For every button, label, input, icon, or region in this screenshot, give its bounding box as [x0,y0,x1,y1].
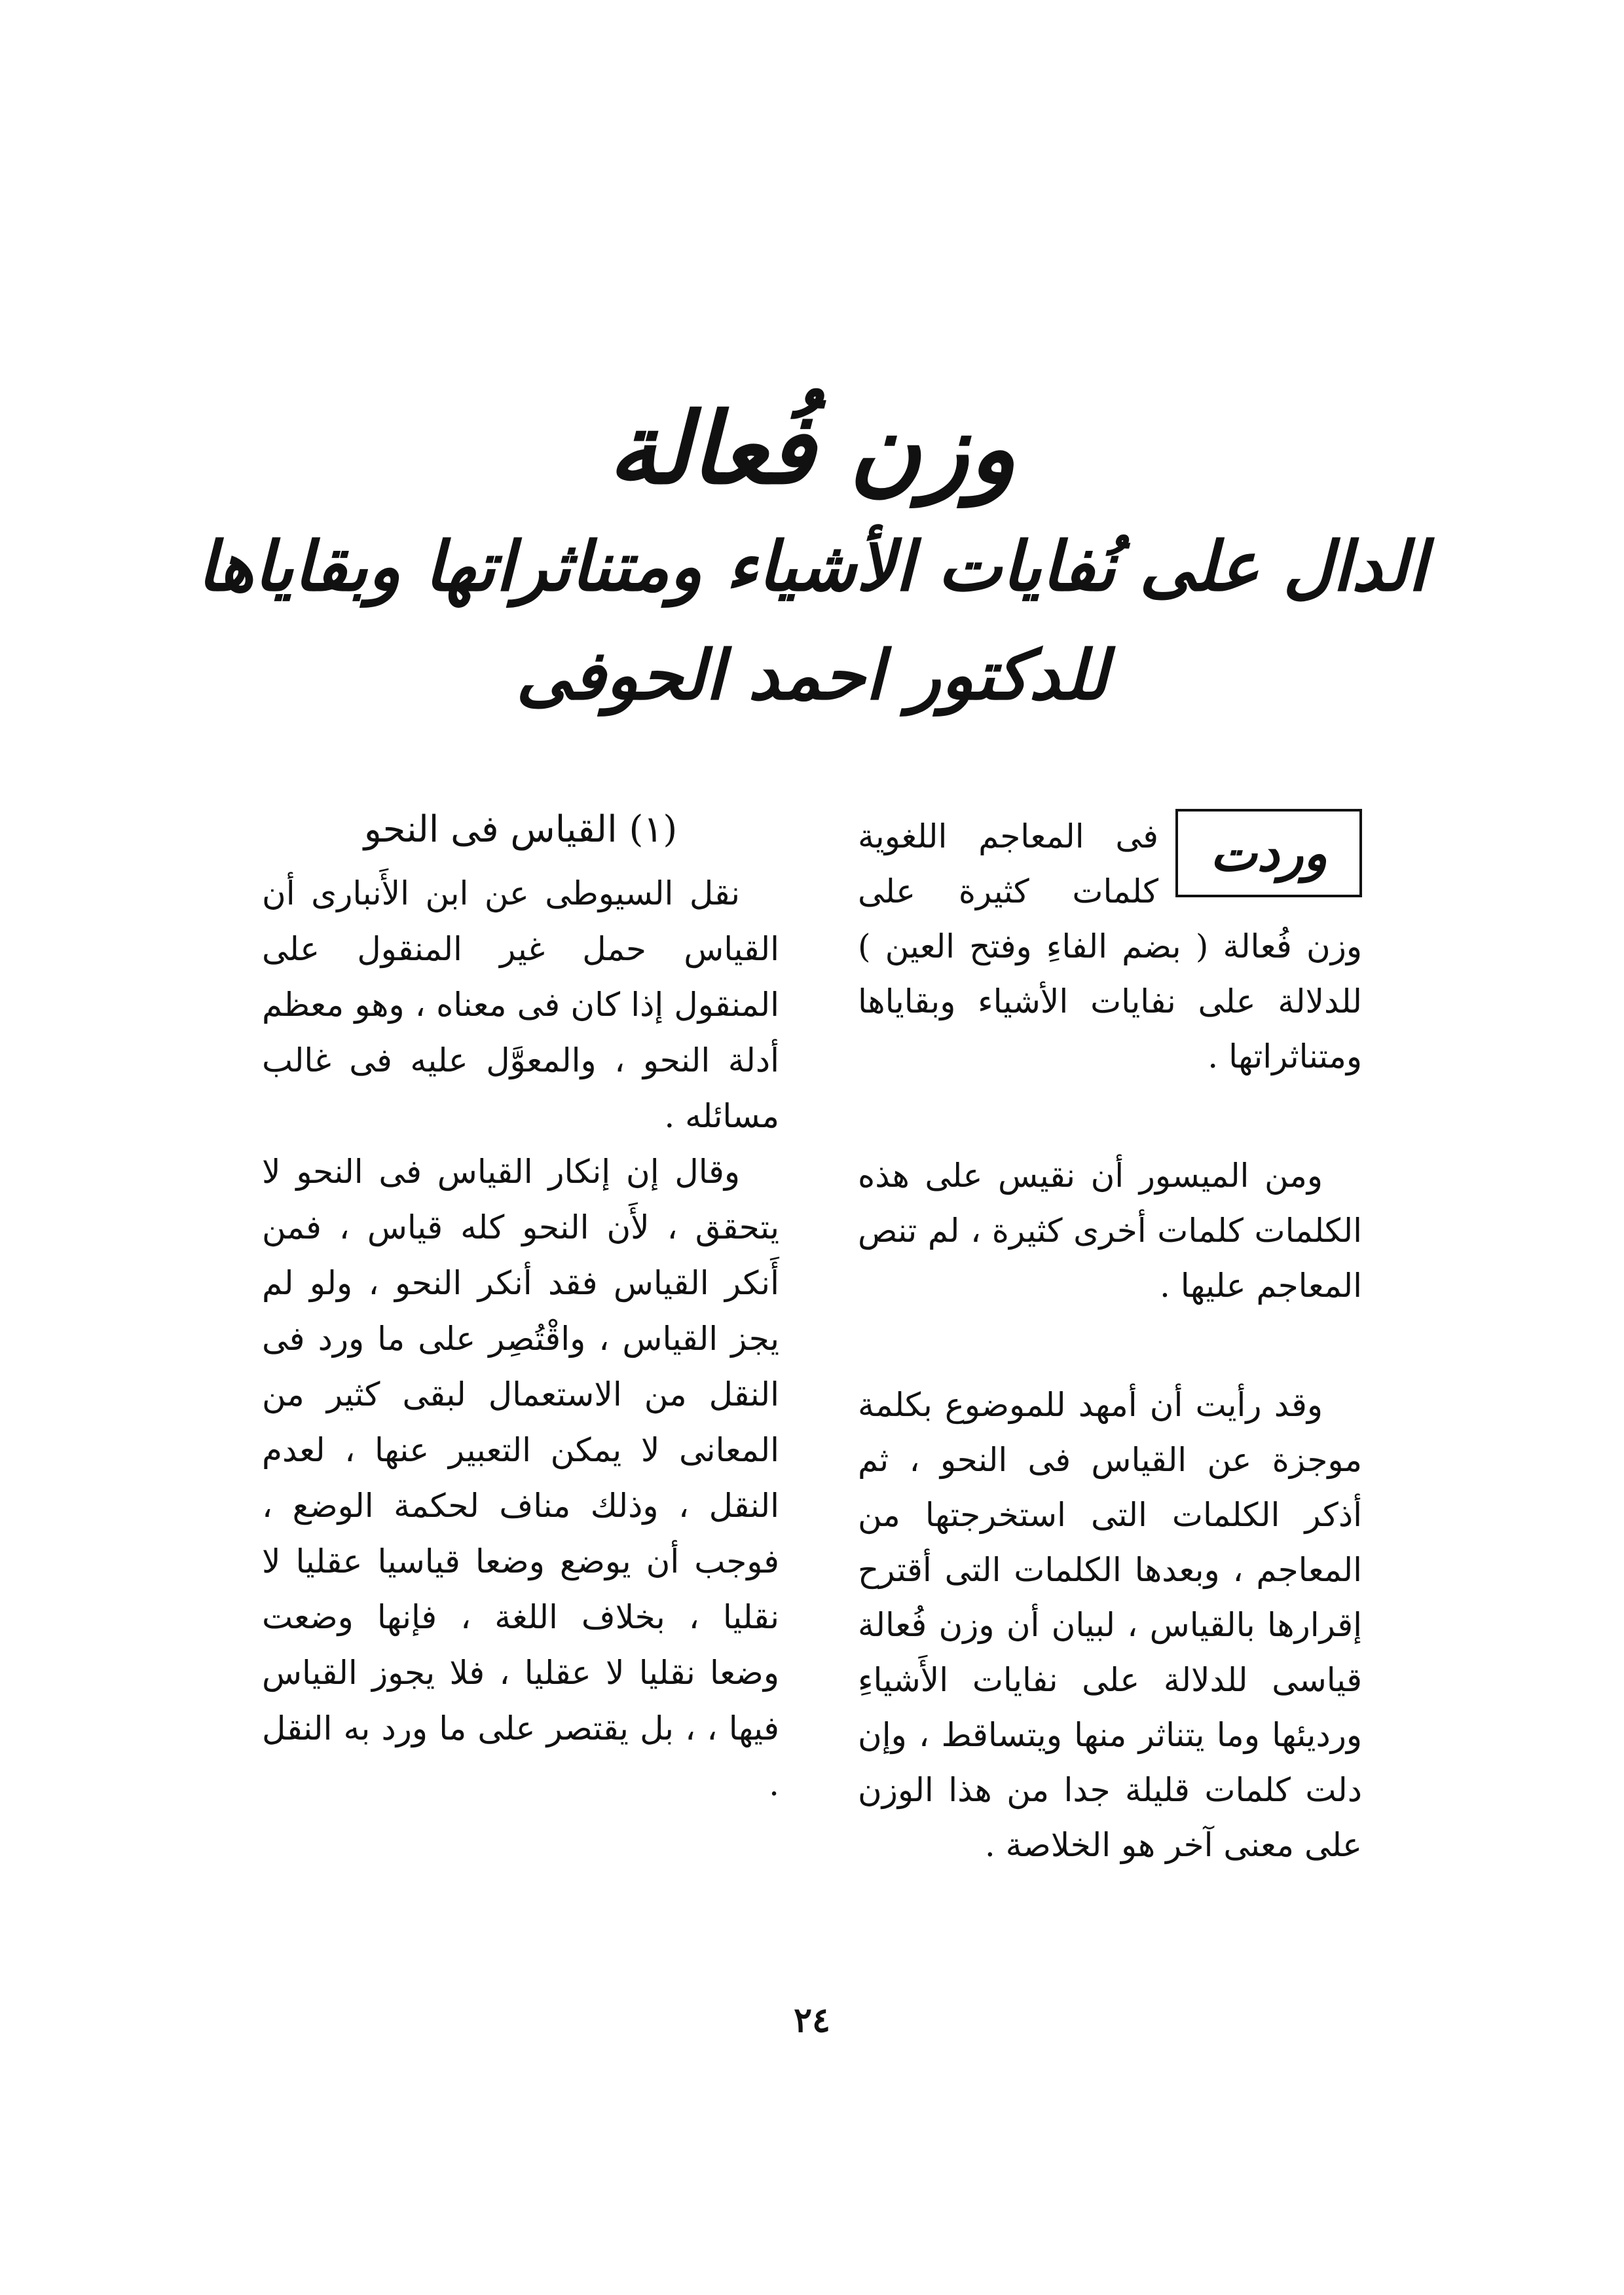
article-title: وزن فُعالة [608,391,1016,506]
paragraph: نقل السيوطى عن ابن الأَنبارى أن القياس حمل غير المنقول على المنقول إذا كان فى معناه ، وهو معظم أدلة النحو ، والمعوَّل عليه فى غالب مسائله . [262,874,779,1135]
paragraph: وقد رأيت أن أمهد للموضوع بكلمة موجزة عن القياس فى النحو ، ثم أذكر الكلمات التى استخرجتها من المعاجم ، وبعدها الكلمات التى أقترح إقرارها بالقياس ، لبيان أن وزن فُعالة قياسى للدلالة على نفايات الأَشياءِ ورديئها وما يتناثر منها ويتساقط ، وإن دلت كلمات قليلة جدا من هذا الوزن على معنى آخر هو الخلاصة . [858,1386,1362,1864]
left-column [262,800,779,1812]
paragraph: ومن الميسور أن نقيس على هذه الكلمات كلمات أخرى كثيرة ، لم تنص المعاجم عليها . [858,1157,1362,1305]
paragraph: وقال إن إنكار القياس فى النحو لا يتحقق ، لأَن النحو كله قياس ، فمن أَنكر القياس فقد أنكر النحو ، ولو لم يجز القياس ، واقْتُصِر على ما ورد فى النقل من الاستعمال لبقى كثير من المعانى لا يمكن التعبير عنها ، لعدم النقل ، وذلك مناف لحكمة الوضع ، فوجب أن يوضع وضعا قياسيا عقليا لا نقليا ، بخلاف اللغة ، فإنها وضعت وضعا نقليا لا عقليا ، فلا يجوز القياس فيها ، ، بل يقتصر على ما ورد به النقل . [262,1153,779,1803]
page-number: ٢٤ [794,2000,830,2040]
paragraph: فى المعاجم اللغوية كلمات كثيرة على وزن فُعالة ( بضم الفاءِ وفتح العين ) للدلالة على نفايات الأشياء وبقاياها ومتناثراتها . [858,817,1362,1075]
section-heading: (١) القياس فى النحو [363,808,678,851]
article-author: للدكتور احمد الحوفى [516,635,1108,715]
article-subtitle: الدال على نُفايات الأشياء ومتناثراتها وبقاياها [197,526,1427,606]
title-block [0,393,1624,724]
boxed-initial-word: وردت [1175,809,1362,897]
right-column [858,809,1362,1873]
